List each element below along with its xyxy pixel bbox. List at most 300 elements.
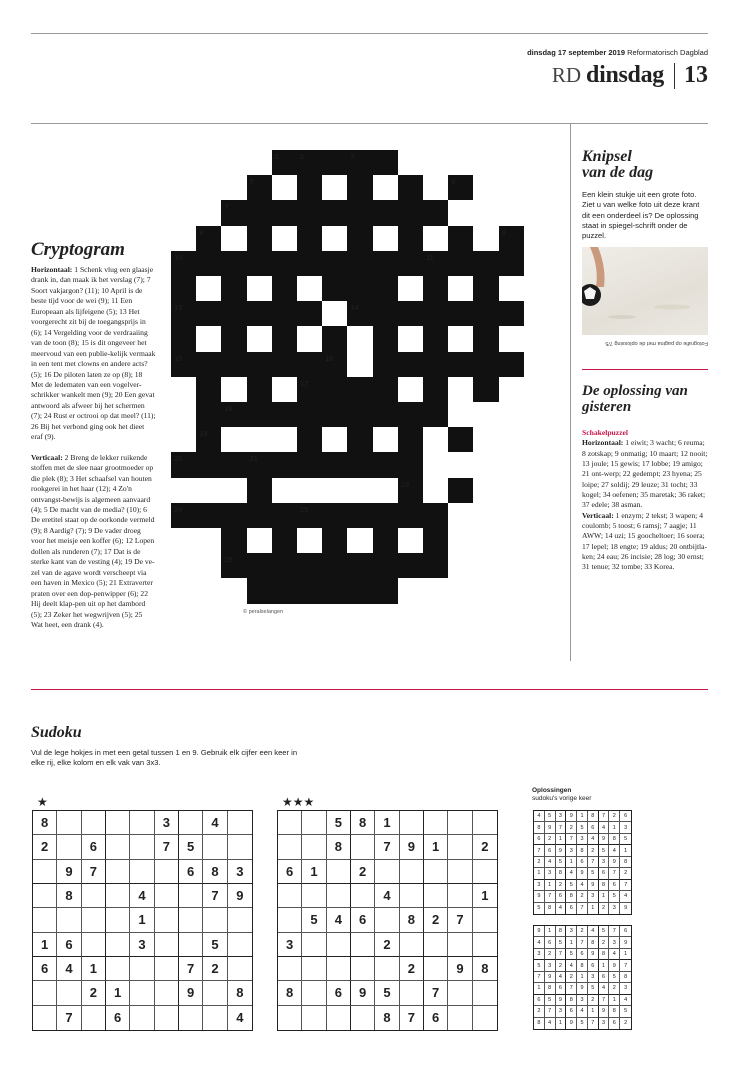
solutions-title	[532, 787, 652, 803]
crossword-block	[247, 377, 272, 402]
sudoku-cell: 4	[588, 834, 599, 845]
sudoku-cell: 7	[534, 845, 545, 856]
sudoku-cell: 5	[609, 972, 620, 983]
sudoku-cell[interactable]	[400, 884, 424, 908]
sudoku-cell: 3	[556, 1006, 567, 1017]
crossword-block	[373, 301, 398, 326]
sudoku-cell[interactable]	[278, 957, 302, 981]
sudoku-cell: 4	[577, 1006, 588, 1017]
crossword-block	[347, 226, 372, 251]
crossword-block	[171, 326, 196, 351]
crossword-number: 11	[426, 252, 434, 262]
crossword-block	[423, 503, 448, 528]
sudoku-cell: 9	[545, 822, 556, 833]
sudoku-cell[interactable]	[400, 933, 424, 957]
sudoku-cell: 5	[599, 845, 610, 856]
knipsel-caption: Fotografie op pagina met de oplossing 7/5	[605, 340, 708, 346]
sudoku-cell[interactable]	[106, 957, 130, 981]
sudoku-cell[interactable]	[351, 884, 375, 908]
crossword-block	[398, 251, 423, 276]
sudoku-cell[interactable]	[302, 1006, 326, 1030]
sudoku-cell[interactable]	[179, 1006, 203, 1030]
sudoku-instructions: Vul de lege hokjes in met een getal tussen 1 en 9. Gebruik elk cijfer een keer in elke rij, elke kolom en elk vak van 3x3.	[31, 748, 298, 768]
crossword-block	[423, 377, 448, 402]
crossword-block	[221, 326, 246, 351]
sudoku-cell: 3	[577, 834, 588, 845]
sudoku-cell: 9	[57, 860, 81, 884]
sudoku-cell: 6	[545, 845, 556, 856]
sudoku-cell[interactable]	[179, 884, 203, 908]
crossword-block	[398, 478, 423, 503]
crossword-block	[423, 326, 448, 351]
sudoku-cell: 4	[203, 811, 227, 835]
sudoku-cell: 3	[620, 822, 631, 833]
sudoku-cell: 9	[588, 880, 599, 891]
crossword-block	[448, 427, 473, 452]
crossword-block	[347, 452, 372, 477]
sudoku-cell[interactable]	[106, 908, 130, 932]
crossword-number: 10	[174, 252, 183, 262]
sudoku-cell: 5	[545, 995, 556, 1006]
sudoku-cell: 6	[556, 891, 567, 902]
sudoku-cell[interactable]	[278, 884, 302, 908]
solution-grid-1	[533, 810, 632, 915]
sudoku-cell[interactable]	[106, 811, 130, 835]
sudoku-cell[interactable]	[82, 908, 106, 932]
sudoku-cell[interactable]	[130, 835, 154, 859]
sudoku-cell[interactable]	[375, 860, 399, 884]
sudoku-cell[interactable]	[228, 908, 252, 932]
crossword-block	[448, 352, 473, 377]
knipsel-accent-line	[582, 369, 708, 370]
sudoku-cell[interactable]	[179, 811, 203, 835]
sudoku-cell: 3	[566, 845, 577, 856]
sudoku-cell: 3	[228, 860, 252, 884]
sudoku-cell: 8	[473, 957, 497, 981]
sudoku-cell: 5	[588, 983, 599, 994]
sudoku-cell[interactable]	[82, 811, 106, 835]
sudoku-cell: 7	[609, 926, 620, 937]
sudoku-cell: 6	[424, 1006, 448, 1030]
crossword-number: 8	[199, 227, 204, 237]
crossword-number: 7	[224, 202, 229, 212]
sudoku-cell: 7	[577, 903, 588, 914]
sudoku-cell: 6	[556, 983, 567, 994]
sudoku-cell[interactable]	[448, 860, 472, 884]
sudoku-cell: 7	[424, 981, 448, 1005]
sudoku-cell: 6	[577, 949, 588, 960]
sudoku-cell: 3	[545, 868, 556, 879]
sudoku-cell[interactable]	[179, 908, 203, 932]
sudoku-cell: 9	[534, 926, 545, 937]
sudoku-cell[interactable]	[33, 908, 57, 932]
crossword-block	[347, 503, 372, 528]
sudoku-cell[interactable]	[302, 933, 326, 957]
sudoku-cell: 3	[556, 811, 567, 822]
sudoku-cell[interactable]	[278, 908, 302, 932]
sudoku-cell: 4	[566, 960, 577, 971]
sudoku-cell[interactable]	[424, 884, 448, 908]
knipsel-title-line2: van de dag	[582, 164, 654, 181]
oplossing-horizontal: 1 eiwit; 3 wacht; 6 reuma; 8 zotskap; 9 onmatig; 10 maart; 12 nooit; 13 joule; 15 gewis; 17 lobbe; 19 amigo; 21 ont-werp; 22 gedempt; 23 hyena; 25 loipe; 27 soldij; 29 leuze; 31 tocht; 33 kogel; 34 oefenen; 35 maretak; 36 raket; 37 edele; 38 asman.	[582, 438, 708, 510]
crossword-number: 2	[300, 152, 305, 161]
sudoku-cell: 7	[545, 891, 556, 902]
crossword-block	[322, 528, 347, 553]
sudoku-cell: 2	[620, 868, 631, 879]
crossword-block	[196, 452, 221, 477]
sudoku-cell[interactable]	[106, 933, 130, 957]
sudoku-cell[interactable]	[179, 933, 203, 957]
sudoku-cell[interactable]	[448, 1006, 472, 1030]
oplossing-title-line2: gisteren	[582, 399, 632, 415]
sudoku-cell[interactable]	[448, 884, 472, 908]
crossword-block	[272, 251, 297, 276]
sudoku-cell[interactable]	[302, 835, 326, 859]
sudoku-cell[interactable]	[130, 1006, 154, 1030]
sudoku-cell[interactable]	[400, 811, 424, 835]
oplossing-title-line1: De oplossing van	[582, 383, 688, 399]
sudoku-cell: 6	[620, 926, 631, 937]
sudoku-cell[interactable]	[302, 811, 326, 835]
crossword-block	[347, 200, 372, 225]
sudoku-cell: 7	[155, 835, 179, 859]
sudoku-cell: 8	[278, 981, 302, 1005]
crossword-number: 23	[400, 479, 410, 489]
crossword-block	[398, 503, 423, 528]
sudoku-cell: 2	[624, 1020, 628, 1027]
crossword-block	[347, 301, 372, 326]
sudoku-cell[interactable]	[33, 884, 57, 908]
sudoku-cell: 8	[375, 1006, 399, 1030]
knipsel-text: Een klein stukje uit een grote foto. Ziet u van welke foto uit deze krant dit een onderdeel is? De oplossing staat in spiegel-schrift onder de puzzel.	[582, 190, 700, 241]
crossword-block	[423, 402, 448, 427]
sudoku-cell[interactable]	[203, 835, 227, 859]
sudoku-cell[interactable]	[424, 957, 448, 981]
sudoku-cell: 9	[400, 835, 424, 859]
sudoku-cell[interactable]	[351, 957, 375, 981]
crossword-block	[171, 352, 196, 377]
crossword-block	[171, 301, 196, 326]
sudoku-cell[interactable]	[448, 981, 472, 1005]
sudoku-cell: 6	[351, 908, 375, 932]
sudoku-cell[interactable]	[203, 981, 227, 1005]
sudoku-cell: 1	[577, 972, 588, 983]
sudoku-cell: 4	[130, 884, 154, 908]
sudoku-cell[interactable]	[302, 981, 326, 1005]
sudoku-cell: 8	[599, 949, 610, 960]
sudoku-cell: 8	[351, 811, 375, 835]
sudoku-cell: 7	[448, 908, 472, 932]
sudoku-cell[interactable]	[473, 1006, 497, 1030]
crossword-block	[473, 276, 498, 301]
crossword-block	[272, 200, 297, 225]
sudoku-cell[interactable]	[155, 884, 179, 908]
sudoku-cell[interactable]	[327, 933, 351, 957]
sudoku-cell: 1	[556, 1018, 567, 1029]
sudoku-cell: 4	[599, 983, 610, 994]
sudoku-cell[interactable]	[375, 908, 399, 932]
sudoku-cell: 9	[624, 905, 628, 912]
sudoku-cell[interactable]	[130, 860, 154, 884]
crossword-block	[373, 553, 398, 578]
crossword-number: 6	[451, 177, 456, 187]
crossword-block	[221, 452, 246, 477]
sudoku-cell[interactable]	[302, 957, 326, 981]
crossword-block	[297, 452, 322, 477]
knipsel-title-line1: Knipsel	[582, 148, 632, 165]
sudoku-cell[interactable]	[400, 860, 424, 884]
sudoku-cell[interactable]	[106, 835, 130, 859]
sudoku-cell: 2	[82, 981, 106, 1005]
sudoku-cell: 8	[400, 908, 424, 932]
sudoku-cell[interactable]	[33, 1006, 57, 1030]
sudoku-cell[interactable]	[155, 860, 179, 884]
sudoku-cell: 5	[620, 1006, 631, 1017]
oplossing-vertical-label: Verticaal:	[582, 510, 614, 520]
sudoku-cell: 6	[609, 1018, 620, 1029]
crossword-block	[221, 352, 246, 377]
sudoku-cell: 4	[545, 1018, 556, 1029]
sudoku-cell[interactable]	[228, 835, 252, 859]
sudoku-cell: 8	[599, 880, 610, 891]
sudoku-cell: 7	[620, 960, 631, 971]
sudoku-cell: 8	[577, 845, 588, 856]
sudoku-cell: 8	[609, 834, 620, 845]
sudoku-cell: 1	[620, 845, 631, 856]
crossword-block	[196, 427, 221, 452]
crossword-block	[297, 503, 322, 528]
sudoku-cell[interactable]	[106, 884, 130, 908]
sudoku-cell[interactable]	[375, 957, 399, 981]
sudoku-cell[interactable]	[424, 860, 448, 884]
sudoku-cell[interactable]	[327, 1006, 351, 1030]
sudoku-cell: 7	[534, 972, 545, 983]
sudoku-cell: 1	[609, 822, 620, 833]
sudoku-cell[interactable]	[155, 933, 179, 957]
sudoku-cell[interactable]	[327, 884, 351, 908]
sudoku-cell[interactable]	[424, 811, 448, 835]
sudoku-cell[interactable]	[130, 957, 154, 981]
crossword-block	[196, 503, 221, 528]
horizontal-label: Horizontaal:	[31, 265, 73, 274]
crossword-block	[171, 276, 196, 301]
crossword-number: 3	[350, 152, 355, 161]
sudoku-cell[interactable]	[228, 811, 252, 835]
sudoku-cell: 6	[545, 937, 556, 948]
sudoku-cell[interactable]	[473, 933, 497, 957]
crossword-block	[398, 301, 423, 326]
sudoku-cell[interactable]	[278, 835, 302, 859]
crossword-number: 14	[350, 303, 359, 313]
crossword-number: 9	[501, 227, 506, 237]
cryptogram-title: Cryptogram	[31, 239, 125, 260]
crossword-block	[297, 301, 322, 326]
sudoku-cell: 2	[599, 903, 610, 914]
sudoku-cell: 9	[599, 1006, 610, 1017]
sudoku-cell: 2	[577, 891, 588, 902]
crossword-block	[347, 251, 372, 276]
sudoku-cell: 6	[566, 903, 577, 914]
crossword-block	[297, 553, 322, 578]
crossword-block	[272, 276, 297, 301]
sudoku-cell: 4	[327, 908, 351, 932]
sudoku-cell[interactable]	[424, 933, 448, 957]
crossword-block	[398, 200, 423, 225]
sudoku-cell[interactable]	[473, 908, 497, 932]
sudoku-cell: 5	[577, 822, 588, 833]
crossword-block	[297, 377, 322, 402]
sudoku-cell[interactable]	[351, 835, 375, 859]
horizontal-clues: 1 Schenk vlug een glaasje drank in, dan maak ik het verslag (7); 7 Soort vakjargon? (11); 10 April is de beste tijd voor de wei (9); 11 Een Europeaan als lijfeigene (5); 13 Het voorgerecht zit bij de toegangsprijs in (6); 14 Vergelding voor de verdraaiing van de toon (8); 15 is dit ongeveer het meervoud van een publie-kelijk vermaak in een tent met clowns en andere acts? (5); 16 De piloten laten ze op (8); 18 Met de ledematen van een vogelver-schrikker wankelt men (9); 20 Een gevat antwoord als afweer bij het schermen (7); 24 Rust er octrooi op dat meel? (11); 26 Bij het verbond ging ook het dieet eraf (9).	[31, 265, 156, 442]
sudoku-cell[interactable]	[130, 811, 154, 835]
sudoku-cell: 8	[577, 960, 588, 971]
sudoku-cell[interactable]	[203, 908, 227, 932]
sudoku-cell[interactable]	[57, 811, 81, 835]
crossword-block	[347, 578, 372, 603]
crossword-block	[171, 503, 196, 528]
sudoku-cell: 2	[534, 1006, 545, 1017]
crossword-block	[373, 578, 398, 603]
sudoku-cell: 4	[620, 995, 631, 1006]
sudoku-cell[interactable]	[106, 860, 130, 884]
sudoku-cell: 4	[57, 957, 81, 981]
sudoku-cell[interactable]	[82, 933, 106, 957]
crossword-block	[448, 301, 473, 326]
sudoku-cell[interactable]	[448, 811, 472, 835]
sudoku-cell: 6	[57, 933, 81, 957]
sudoku-cell: 5	[179, 835, 203, 859]
sudoku-cell: 3	[566, 926, 577, 937]
sudoku-cell: 5	[599, 926, 610, 937]
sudoku-cell: 7	[588, 857, 599, 868]
crossword-block	[221, 503, 246, 528]
sudoku-cell: 4	[588, 926, 599, 937]
sudoku-cell[interactable]	[327, 957, 351, 981]
sudoku-cell: 2	[556, 960, 567, 971]
crossword-block	[272, 528, 297, 553]
sudoku-cell[interactable]	[155, 908, 179, 932]
sudoku-cell[interactable]	[473, 981, 497, 1005]
crossword-block	[473, 251, 498, 276]
sudoku-cell[interactable]	[228, 933, 252, 957]
sudoku-cell: 6	[179, 860, 203, 884]
sudoku-cell[interactable]	[278, 1006, 302, 1030]
sudoku-cell: 7	[57, 1006, 81, 1030]
crossword-block	[247, 478, 272, 503]
sudoku-cell[interactable]	[473, 811, 497, 835]
sudoku-cell: 6	[599, 972, 610, 983]
crossword-block	[423, 251, 448, 276]
sudoku-cell: 6	[599, 868, 610, 879]
sudoku-cell[interactable]	[155, 981, 179, 1005]
sudoku-cell: 1	[599, 891, 610, 902]
sudoku-cell: 7	[599, 811, 610, 822]
crossword-block	[423, 528, 448, 553]
sudoku-cell[interactable]	[351, 933, 375, 957]
sudoku-cell: 2	[534, 857, 545, 868]
crossword-block	[373, 200, 398, 225]
crossword-block	[221, 528, 246, 553]
sudoku-cell[interactable]	[155, 957, 179, 981]
sudoku-cell: 9	[351, 981, 375, 1005]
sudoku-cell: 7	[588, 1018, 599, 1029]
sudoku-cell[interactable]	[228, 957, 252, 981]
sudoku-cell: 6	[620, 811, 631, 822]
knipsel-photo	[582, 247, 708, 335]
sudoku-cell: 5	[566, 949, 577, 960]
crossword-block	[196, 301, 221, 326]
sudoku-cell[interactable]	[33, 981, 57, 1005]
crossword-block	[196, 377, 221, 402]
sudoku-cell: 4	[534, 811, 545, 822]
crossword-block	[272, 578, 297, 603]
sudoku-cell: 8	[620, 857, 631, 868]
sudoku-cell: 8	[327, 835, 351, 859]
sudoku-cell: 3	[545, 960, 556, 971]
sudoku-cell[interactable]	[82, 884, 106, 908]
sudoku-cell: 8	[609, 1006, 620, 1017]
sudoku-cell: 7	[400, 1006, 424, 1030]
sudoku-cell[interactable]	[448, 933, 472, 957]
crossword-block	[297, 251, 322, 276]
crossword-block	[373, 402, 398, 427]
sudoku-cell: 2	[375, 933, 399, 957]
sudoku-cell[interactable]	[155, 1006, 179, 1030]
crossword-block	[347, 402, 372, 427]
crossword-block	[196, 402, 221, 427]
sudoku-cell[interactable]	[327, 860, 351, 884]
crossword-block	[398, 553, 423, 578]
sudoku-cell: 7	[609, 868, 620, 879]
crossword-block	[297, 427, 322, 452]
sudoku-cell: 1	[534, 983, 545, 994]
sudoku-cell: 6	[588, 960, 599, 971]
sudoku-cell: 8	[228, 981, 252, 1005]
sudoku-cell: 3	[577, 995, 588, 1006]
sudoku-cell: 8	[556, 868, 567, 879]
crossword-block	[448, 251, 473, 276]
sudoku-cell: 1	[375, 811, 399, 835]
sudoku-cell[interactable]	[400, 981, 424, 1005]
sudoku-cell[interactable]	[278, 811, 302, 835]
crossword-block	[247, 553, 272, 578]
knipsel-title	[582, 149, 712, 181]
easy-stars: ★	[37, 795, 48, 809]
sudoku-cell[interactable]	[448, 835, 472, 859]
sudoku-cell: 4	[609, 949, 620, 960]
sudoku-cell[interactable]	[473, 860, 497, 884]
sudoku-cell[interactable]	[203, 1006, 227, 1030]
sudoku-cell: 4	[609, 845, 620, 856]
sudoku-cell[interactable]	[130, 981, 154, 1005]
sudoku-cell[interactable]	[302, 884, 326, 908]
sudoku-cell[interactable]	[57, 908, 81, 932]
crossword-number: 15	[174, 353, 183, 363]
crossword-grid	[171, 150, 549, 603]
sudoku-cell[interactable]	[351, 1006, 375, 1030]
sudoku-cell: 1	[599, 960, 610, 971]
sudoku-cell: 9	[588, 949, 599, 960]
sudoku-easy-grid	[32, 810, 253, 1031]
sudoku-cell[interactable]	[33, 860, 57, 884]
sudoku-cell: 4	[566, 868, 577, 879]
crossword-block	[322, 326, 347, 351]
sudoku-cell[interactable]	[82, 1006, 106, 1030]
vertical-clues: 2 Breng de lekker ruikende stoffen met de slee naar grootmoeder op die plek (8); 3 Het schaafsel van houten rookgerei in het haar (12); 4 Zo'n ontvangst-bewijs is algemeen aanvaard (4); 5 De macht van de media? (10); 6 De eretitel staat op de oorkonde vermeld (9); 8 Aardig? (7); 9 De vader droeg voor het meisje een koffer (6); 12 Lopen dollen als runderen (7); 17 Dat is de sterke kant van de vesting (4); 19 De ve-zel van de agave wordt verscheept via een haven in Mexico (5); 21 Extraverter praten over een dop-penwipper (6); 22 Hij deelt klap-pen uit op het dambord (5); 23 Zeker het wegwrijven (5); 25 Wat heet, een drank (4).	[31, 452, 155, 629]
sudoku-cell: 8	[620, 972, 631, 983]
sudoku-cell[interactable]	[57, 835, 81, 859]
sudoku-cell[interactable]	[57, 981, 81, 1005]
